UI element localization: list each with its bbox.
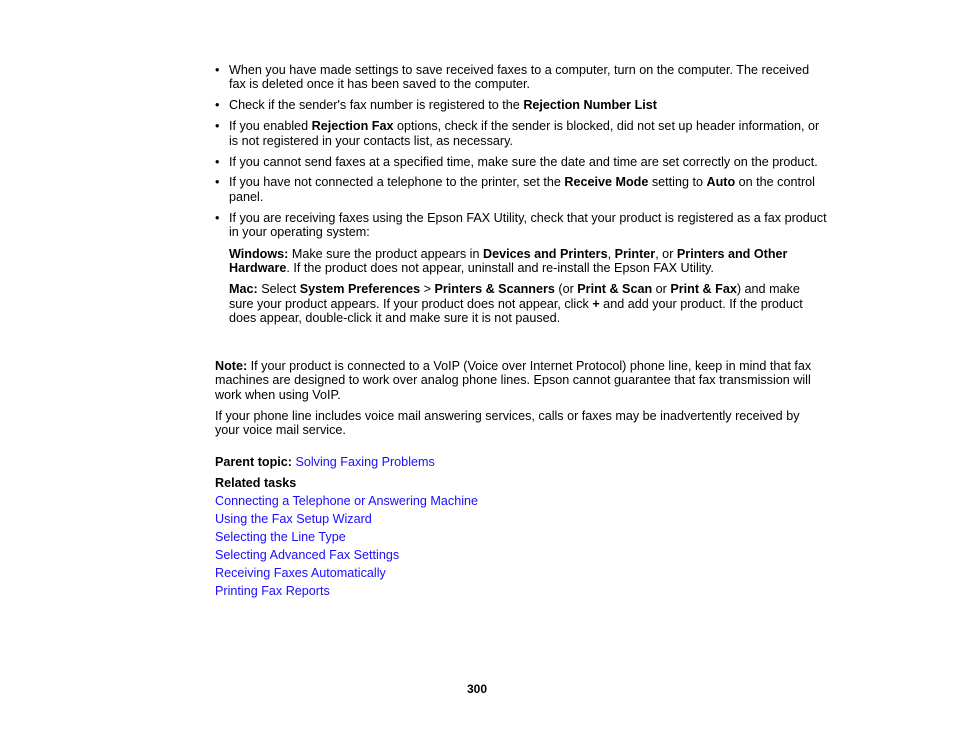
- mac-instructions: [229, 282, 827, 325]
- bullet-item: [215, 211, 827, 326]
- bullet-text: When you have made settings to save received faxes to a computer, turn on the computer. The received fax is deleted once it has been saved to the computer.: [229, 63, 810, 92]
- bold-term: +: [592, 296, 600, 311]
- bold-term: Printers & Scanners: [434, 282, 555, 297]
- related-tasks-heading: Related tasks: [215, 476, 297, 490]
- related-link-fax-setup-wizard[interactable]: Using the Fax Setup Wizard: [215, 512, 372, 526]
- bullet-text: If you cannot send faxes at a specified time, make sure the date and time are set correctly on the product.: [229, 154, 818, 169]
- related-tasks-list: [215, 494, 478, 602]
- related-link-receiving-faxes[interactable]: Receiving Faxes Automatically: [215, 566, 386, 580]
- list-item: [215, 566, 478, 584]
- bullet-dot: •: [215, 63, 220, 77]
- bullet-dot: •: [215, 98, 220, 113]
- bullet-text: If you enabled: [229, 119, 312, 134]
- text: ) and make sure your product appears. If your product does not appear, click: [229, 282, 800, 311]
- parent-topic: [215, 455, 827, 469]
- text: Select: [257, 282, 300, 297]
- related-link-printing-fax-reports[interactable]: Printing Fax Reports: [215, 584, 330, 598]
- mac-label: Mac:: [229, 282, 258, 297]
- bullet-text: Check if the sender's fax number is registered to the: [229, 98, 524, 113]
- bullet-text: options, check if the sender is blocked, did not set up header information, or is not registered in your contacts list, as necessary.: [229, 119, 820, 148]
- bullet-text: setting to: [648, 175, 707, 190]
- text: , or: [655, 246, 677, 261]
- text: and add your product. If the product does appear, double-click it and make sure it is not paused.: [229, 296, 803, 326]
- voicemail-paragraph: If your phone line includes voice mail answering services, calls or faxes may be inadvertently received by your voice mail service.: [215, 409, 800, 438]
- text: . If the product does not appear, uninstall and re-install the Epson FAX Utility.: [286, 260, 714, 275]
- note-text: If your product is connected to a VoIP (Voice over Internet Protocol) phone line, keep in mind that fax machines are designed to work over analog phone lines. Epson cannot guarantee that fax transmission will work when using VoIP.: [215, 359, 812, 402]
- bold-term: Receive Mode: [564, 175, 649, 190]
- bold-term: Auto: [706, 175, 736, 190]
- bold-term: Rejection Fax: [311, 119, 394, 134]
- bold-term: System Preferences: [299, 282, 421, 297]
- bullet-item: [215, 155, 827, 169]
- list-item: [215, 494, 478, 512]
- text: ,: [607, 246, 615, 261]
- parent-topic-label: Parent topic:: [215, 455, 292, 469]
- related-link-advanced-fax-settings[interactable]: Selecting Advanced Fax Settings: [215, 548, 400, 562]
- bullet-dot: •: [215, 154, 220, 169]
- troubleshooting-bullet-list: [215, 63, 827, 332]
- list-item: [215, 530, 478, 548]
- bold-term: Devices and Printers: [482, 246, 608, 261]
- bullet-dot: •: [215, 210, 220, 225]
- bullet-item: [215, 98, 827, 112]
- list-item: [215, 512, 478, 530]
- text: Make sure the product appears in: [288, 246, 483, 261]
- bullet-item: [215, 175, 827, 204]
- text: >: [420, 282, 435, 297]
- note-label: Note:: [215, 359, 248, 373]
- list-item: [215, 584, 478, 602]
- bullet-text: If you have not connected a telephone to the printer, set the: [229, 175, 565, 190]
- parent-topic-link[interactable]: Solving Faxing Problems: [295, 455, 435, 469]
- bullet-text: If you are receiving faxes using the Epson FAX Utility, check that your product is registered as a fax product in your operating system:: [229, 210, 827, 240]
- bullet-item: [215, 63, 827, 92]
- windows-instructions: [229, 247, 827, 276]
- bold-term: Printer: [614, 246, 656, 261]
- related-link-line-type[interactable]: Selecting the Line Type: [215, 530, 346, 544]
- text: or: [652, 282, 671, 297]
- list-item: [215, 548, 478, 566]
- bold-term: Printers and Other Hardware: [229, 246, 788, 275]
- bold-term: Print & Fax: [670, 282, 737, 297]
- related-link-connecting-telephone[interactable]: Connecting a Telephone or Answering Machine: [215, 494, 479, 508]
- bullet-item: [215, 119, 827, 148]
- bullet-dot: •: [215, 119, 220, 134]
- text: (or: [554, 282, 578, 297]
- bold-term: Rejection Number List: [523, 98, 657, 113]
- voip-note: [215, 359, 827, 402]
- page-number: 300: [466, 682, 488, 696]
- bullet-dot: •: [215, 175, 220, 190]
- windows-label: Windows:: [229, 246, 289, 261]
- bold-term: Print & Scan: [577, 282, 653, 297]
- bullet-text: on the control panel.: [229, 175, 815, 204]
